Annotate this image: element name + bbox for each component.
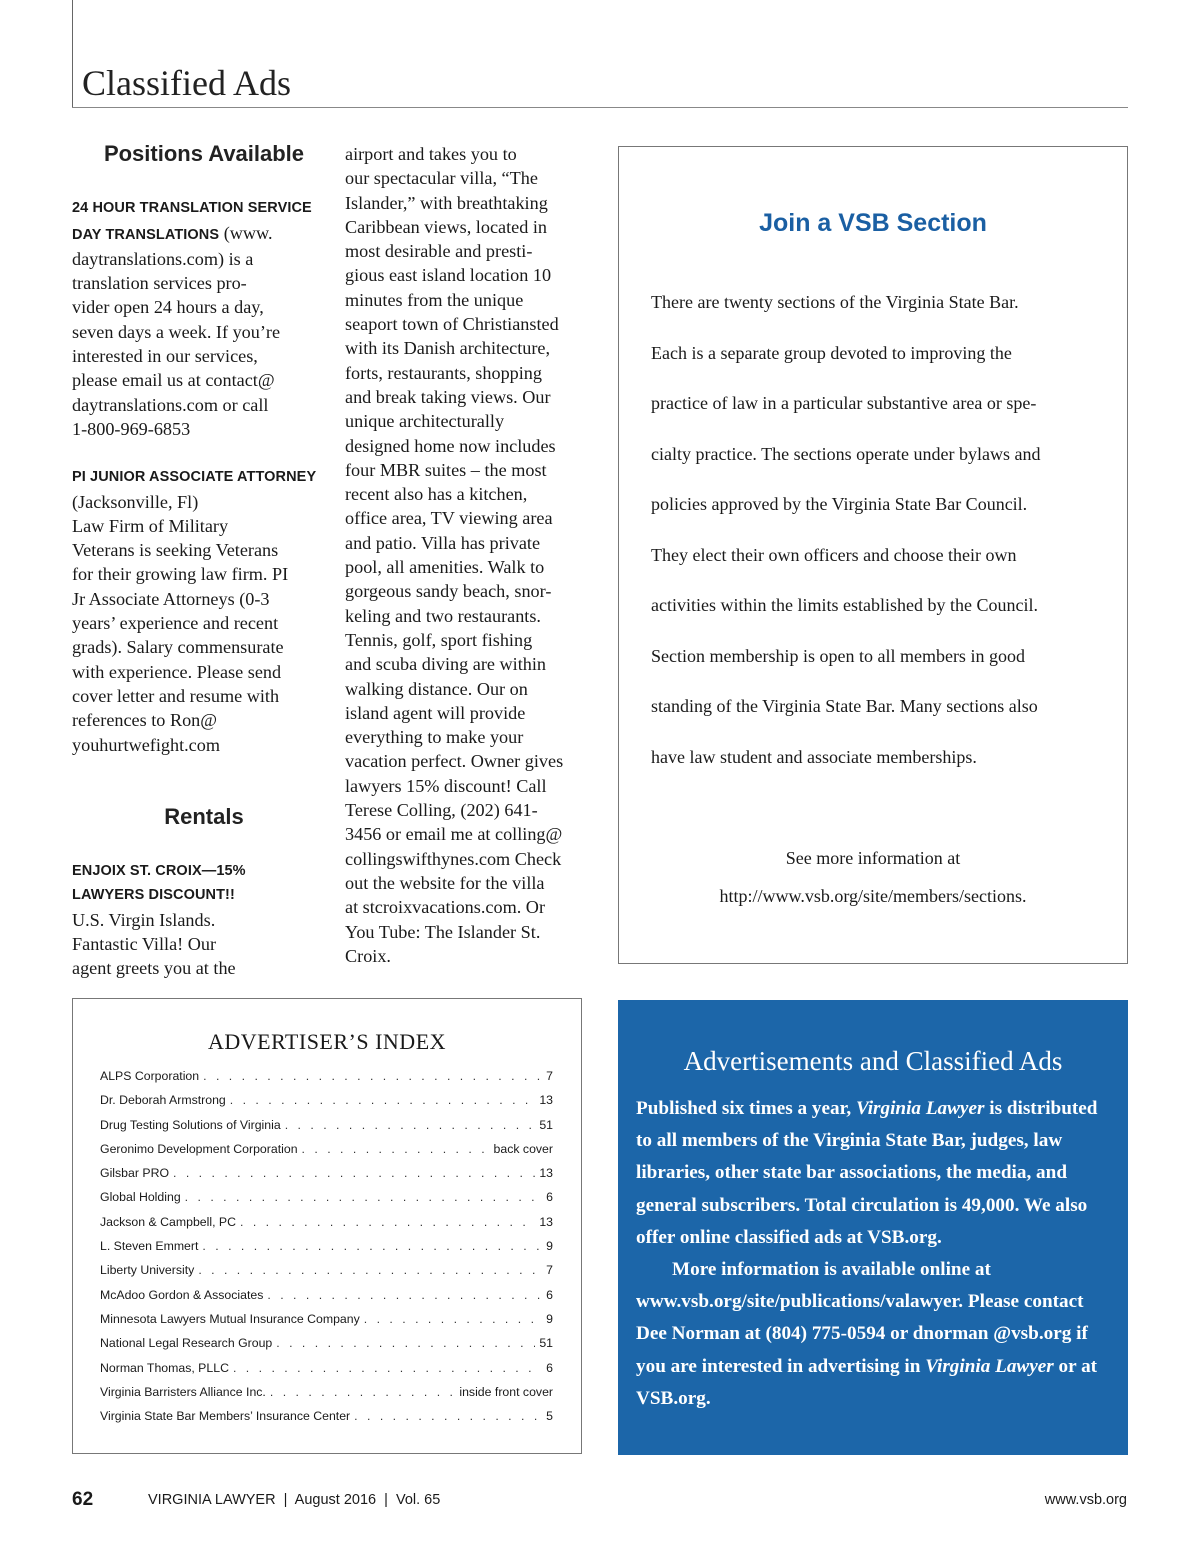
ad-text: You Tube: The Islander St. [345,921,541,942]
dot-leader [203,1069,542,1083]
ad-text: seaport town of Christiansted [345,314,559,335]
advertiser-name: Gilsbar PRO [100,1166,170,1181]
advertiser-name: ALPS Corporation [100,1069,200,1083]
ad-text: most desirable and presti- [345,241,533,262]
advertiser-entry [100,1385,553,1409]
advertiser-name: Virginia State Bar Members’ Insurance Center [100,1409,351,1424]
classifieds-column-2 [345,142,600,968]
ad-text: vider open 24 hours a day, [72,297,264,318]
ad-text: (www. [219,222,273,243]
ad-text: references to Ron@ [72,710,218,731]
ad-text: agent greets you at the [72,958,236,979]
advertiser-name: Virginia Barristers Alliance Inc. [100,1384,266,1399]
ad-text: designed home now includes [345,435,556,456]
ad-text: please email us at contact@ [72,370,275,391]
advertiser-name: Geronimo Development Corporation [100,1141,298,1156]
ad-text: daytranslations.com or call [72,394,269,415]
ad-title: LAWYERS DISCOUNT!! [72,887,235,904]
advertiser-name: Norman Thomas, PLLC [100,1360,229,1375]
ad-text: recent also has a kitchen, [345,484,528,505]
footer-website: www.vsb.org [1044,1492,1127,1508]
dot-leader [267,1288,542,1302]
advertisers-index-list [73,1069,581,1433]
ad-line [72,221,330,247]
header-rule [72,107,1128,108]
ad-text: U.S. Virgin Islands. [72,909,216,930]
ad-junior-attorney [72,465,330,757]
advertiser-page: 51 [539,1117,553,1132]
advertiser-page: 6 [546,1360,553,1375]
advertiser-name: National Legal Research Group [100,1336,273,1351]
ad-text: for their growing law firm. PI [72,564,289,585]
vsb-body-line: They elect their own officers and choose their own [651,544,1017,565]
advertising-text: is distributed to all members of the Virginia State Bar, judges, law libraries, other state bar associations, the media, and general subscribers. Total circulation is 49,000. We also offer online classified ads at VSB.org. [636,1098,1098,1248]
advertiser-entry [100,1069,553,1093]
advertiser-entry [100,1118,553,1142]
ad-text: gorgeous sandy beach, snor- [345,581,552,602]
vsb-more-info [619,839,1127,915]
page-number: 62 [72,1489,94,1510]
ad-text: minutes from the unique [345,289,524,310]
advertiser-page: inside front cover [459,1384,553,1399]
vsb-body-line: cialty practice. The sections operate under bylaws and [651,443,1041,464]
advertiser-name: Global Holding [100,1190,181,1205]
dot-leader [173,1166,535,1180]
ad-text: at stcroixvacations.com. Or [345,897,546,918]
classifieds-column-1 [72,142,330,981]
advertiser-entry [100,1166,553,1190]
advertiser-name: L. Steven Emmert [100,1239,199,1254]
dot-leader [364,1312,542,1326]
advertiser-page: 13 [539,1093,553,1108]
dot-leader [240,1215,535,1229]
dot-leader [198,1263,542,1277]
advertising-info-paragraph-2 [618,1254,1128,1415]
advertiser-name: Minnesota Lawyers Mutual Insurance Company [100,1311,360,1326]
ad-text: office area, TV viewing area [345,508,553,529]
vsb-section-body [651,277,1087,782]
ad-text: youhurtwefight.com [72,734,220,755]
vsb-body-line: standing of the Virginia State Bar. Many sections also [651,696,1038,716]
ad-text: Croix. [345,945,391,966]
dot-leader [354,1409,542,1423]
vsb-body-line: policies approved by the Virginia State Bar Council. [651,494,1028,514]
advertiser-page: 51 [539,1336,553,1351]
vsb-body-line: activities within the limits established by the Council. [651,595,1038,615]
vsb-body-line: There are twenty sections of the Virginia State Bar. [651,292,1019,312]
ad-text: and patio. Villa has private [345,532,541,553]
rentals-heading: Rentals [164,803,244,829]
advertising-text: Published six times a year, [636,1098,856,1119]
dot-leader [230,1093,536,1107]
advertiser-entry [100,1142,553,1166]
ad-text: Caribbean views, located in [345,216,548,237]
ad-text: collingswifthynes.com Check [345,848,562,869]
ad-text: grads). Salary commensurate [72,637,284,658]
ad-text: forts, restaurants, shopping [345,362,542,383]
ad-text: Law Firm of Military [72,515,229,536]
advertiser-page: 7 [546,1263,553,1278]
advertiser-entry [100,1215,553,1239]
ad-text: and scuba diving are within [345,654,547,675]
advertising-text: More information is available online at www.vsb.org/site/publications/valawyer. Please contact Dee Norman at (804) 775-0594 or dnorman @vsb.org if you are interested in advertising in [636,1259,1088,1377]
dot-leader [202,1239,542,1253]
ad-text: cover letter and resume with [72,685,280,706]
advertiser-page: back cover [493,1141,553,1156]
publication-name: Virginia Lawyer [855,1098,985,1119]
header-vertical-rule [72,0,73,108]
ad-text: seven days a week. If you’re [72,321,281,342]
advertiser-name: Drug Testing Solutions of Virginia [100,1117,281,1132]
ad-st-croix-villa [72,859,330,980]
publication-info: VIRGINIA LAWYER | August 2016 | Vol. 65 [148,1492,441,1508]
ad-text: vacation perfect. Owner gives [345,751,564,772]
advertisers-index-box [72,998,582,1454]
ad-text: unique architecturally [345,411,505,432]
ad-text: (Jacksonville, Fl) [72,491,199,512]
advertiser-name: McAdoo Gordon & Associates [100,1287,264,1302]
advertising-text: or at VSB.org. [636,1355,1098,1409]
dot-leader [233,1361,542,1375]
ad-text: Terese Colling, (202) 641- [345,800,538,821]
dot-leader [270,1385,456,1399]
advertising-info-box [618,1000,1128,1455]
ad-text: pool, all amenities. Walk to [345,557,545,578]
vsb-section-title: Join a VSB Section [759,209,987,237]
advertising-info-title: Advertisements and Classified Ads [683,1046,1063,1076]
ad-title: DAY TRANSLATIONS [72,226,220,243]
ad-text: and break taking views. Our [345,386,551,407]
ad-text: walking distance. Our on [345,678,528,699]
advertiser-entry [100,1288,553,1312]
ad-text: translation services pro- [72,273,247,294]
vsb-sections-link[interactable]: http://www.vsb.org/site/members/sections. [719,886,1027,906]
advertising-info-paragraph-1 [618,1093,1128,1254]
ad-text: out the website for the villa [345,872,545,893]
advertiser-page: 13 [539,1214,553,1229]
advertiser-name: Jackson & Campbell, PC [100,1214,237,1229]
ad-text: daytranslations.com) is a [72,248,254,269]
ad-translation-service [72,196,330,441]
ad-text: with experience. Please send [72,661,282,682]
advertiser-page: 9 [546,1239,553,1254]
ad-title: 24 HOUR TRANSLATION SERVICE [72,200,312,217]
advertiser-entry [100,1190,553,1214]
dot-leader [185,1190,542,1204]
advertiser-page: 6 [546,1190,553,1205]
ad-text: Islander,” with breathtaking [345,192,548,213]
positions-heading: Positions Available [103,141,305,166]
ad-text: everything to make your [345,727,524,748]
advertiser-entry [100,1336,553,1360]
advertiser-page: 7 [546,1069,553,1083]
ad-text: 1-800-969-6853 [72,418,191,439]
advertiser-page: 9 [546,1311,553,1326]
vsb-body-line: practice of law in a particular substantive area or spe- [651,393,1037,413]
advertiser-entry [100,1263,553,1287]
ad-text: with its Danish architecture, [345,338,551,359]
publication-name: Virginia Lawyer [925,1355,1054,1377]
advertiser-page: 6 [546,1287,553,1302]
dot-leader [302,1142,490,1156]
ad-text: island agent will provide [345,702,526,723]
ad-text: Veterans is seeking Veterans [72,540,279,561]
ad-text: Tennis, golf, sport fishing [345,629,533,650]
ad-text: years’ experience and recent [72,613,279,634]
vsb-section-box [618,146,1128,964]
ad-text: Fantastic Villa! Our [72,934,217,955]
ad-text: airport and takes you to [345,144,517,164]
ad-text: 3456 or email me at colling@ [345,824,563,845]
vsb-more-label: See more information at [785,848,961,868]
advertiser-name: Dr. Deborah Armstrong [100,1093,226,1108]
dot-leader [276,1336,535,1350]
advertiser-page: 13 [539,1166,553,1181]
page-title: Classified Ads [82,63,292,103]
ad-title: PI JUNIOR ASSOCIATE ATTORNEY [72,469,317,486]
vsb-body-line: have law student and associate memberships. [651,746,977,767]
ad-text: four MBR suites – the most [345,459,547,480]
advertiser-page: 5 [546,1409,553,1424]
advertiser-entry [100,1409,553,1433]
advertiser-entry [100,1093,553,1117]
advertiser-entry [100,1239,553,1263]
advertiser-entry [100,1361,553,1385]
vsb-body-line: Section membership is open to all members in good [651,645,1025,666]
advertiser-entry [100,1312,553,1336]
ad-text: gious east island location 10 [345,265,552,286]
ad-text: lawyers 15% discount! Call [345,775,547,796]
dot-leader [285,1118,536,1132]
advertisers-index-title: ADVERTISER’S INDEX [207,1029,447,1054]
ad-text: interested in our services, [72,346,258,367]
ad-text: Jr Associate Attorneys (0-3 [72,588,270,609]
advertiser-name: Liberty University [100,1263,195,1278]
ad-title: ENJOIX ST. CROIX—15% [72,863,246,880]
vsb-body-line: Each is a separate group devoted to improving the [651,342,1012,363]
ad-text: keling and two restaurants. [345,605,541,626]
ad-text: our spectacular villa, “The [345,168,538,189]
